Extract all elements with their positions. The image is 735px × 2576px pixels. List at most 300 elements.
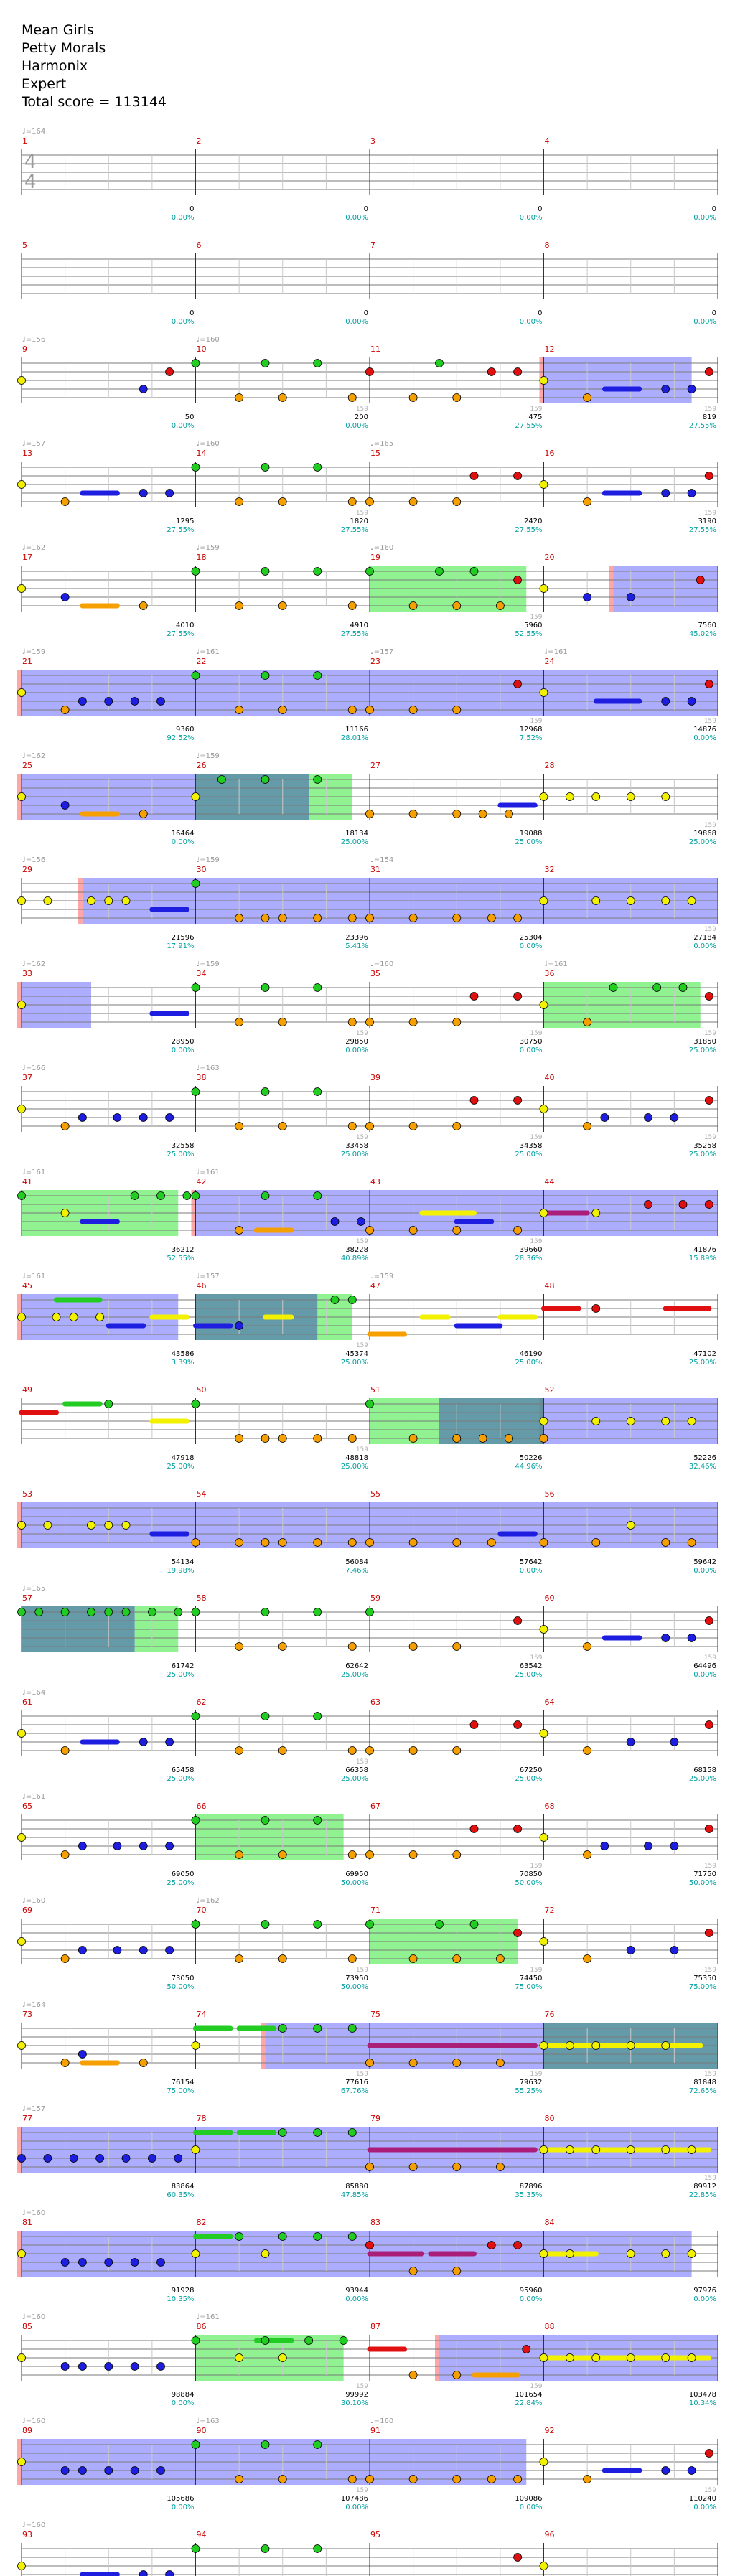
note-gem <box>514 914 522 922</box>
measure-score: 0 <box>711 205 716 213</box>
note-gem <box>540 377 548 385</box>
bpm-marker: ♩=160 <box>22 2521 46 2529</box>
note-gem <box>540 585 548 593</box>
note-gem <box>157 2467 165 2475</box>
note-gem <box>366 1608 374 1616</box>
note-gem <box>192 1539 200 1547</box>
note-gem <box>453 1747 461 1755</box>
measure-score: 0 <box>711 309 716 317</box>
measure-percent: 0.00% <box>345 2504 368 2511</box>
measure-sub-value: 159 <box>703 2487 716 2494</box>
bpm-marker: ♩=166 <box>22 1064 46 1072</box>
note-gem <box>261 1713 269 1720</box>
measure-percent: 75.00% <box>167 2087 195 2095</box>
note-gem <box>627 2250 635 2258</box>
note-gem <box>601 1842 609 1850</box>
measure-percent: 0.00% <box>693 1671 716 1679</box>
measure-percent: 0.00% <box>693 734 716 742</box>
note-gem <box>235 1018 243 1026</box>
measure-number: 3 <box>370 136 375 146</box>
note-gem <box>453 1435 461 1443</box>
measure-number: 17 <box>22 553 32 562</box>
note-gem <box>157 2363 165 2371</box>
note-gem <box>453 2476 461 2483</box>
note-gem <box>52 1313 60 1321</box>
note-gem <box>139 385 147 393</box>
note-gem <box>609 984 617 992</box>
measure-percent: 25.00% <box>167 1151 195 1158</box>
measure-score: 7560 <box>698 622 716 629</box>
note-gem <box>235 1322 243 1330</box>
note-gem <box>18 2562 26 2570</box>
measure-score: 73950 <box>345 1975 368 1982</box>
note-gem <box>662 490 670 497</box>
measure-number: 28 <box>544 761 555 770</box>
note-gem <box>166 1842 174 1850</box>
measure-percent: 19.98% <box>167 1567 195 1575</box>
note-gem <box>366 2242 374 2249</box>
note-gem <box>470 1721 478 1729</box>
measure-score: 0 <box>363 309 368 317</box>
measure-score: 29850 <box>345 1038 368 1046</box>
bpm-marker: ♩=162 <box>22 752 46 760</box>
note-gem <box>645 1842 652 1850</box>
note-gem <box>96 2155 104 2163</box>
measure-score: 27184 <box>693 934 716 942</box>
note-gem <box>314 2545 322 2553</box>
note-gem <box>61 2259 69 2267</box>
measure-number: 87 <box>370 2322 380 2331</box>
chart-row <box>17 2417 718 2511</box>
measure-sub-value: 159 <box>530 1030 543 1037</box>
note-gem <box>601 1114 609 1122</box>
note-gem <box>261 464 269 472</box>
note-gem <box>18 689 26 697</box>
measure-sub-value: 159 <box>530 2383 543 2390</box>
measure-number: 82 <box>196 2218 207 2227</box>
measure-percent: 0.00% <box>171 318 195 326</box>
note-gem <box>514 1825 522 1833</box>
bpm-marker: ♩=161 <box>544 648 568 656</box>
note-gem <box>122 897 130 905</box>
chart-row <box>18 440 718 534</box>
measure-percent: 0.00% <box>171 1046 195 1054</box>
note-gem <box>627 793 635 801</box>
measure-number: 21 <box>22 657 32 666</box>
measure-sub-value: 159 <box>530 1863 543 1870</box>
note-gem <box>409 914 417 922</box>
note-gem <box>131 2259 139 2267</box>
measure-score: 73050 <box>171 1975 195 1982</box>
measure-number: 91 <box>370 2426 380 2435</box>
measure-percent: 22.84% <box>515 2399 543 2407</box>
note-gem <box>366 810 374 818</box>
note-gem <box>662 793 670 801</box>
note-gem <box>174 1608 182 1616</box>
measure-number: 6 <box>196 240 202 250</box>
note-gem <box>261 984 269 992</box>
measure-score: 30750 <box>519 1038 543 1046</box>
measure-score: 79632 <box>519 2079 543 2086</box>
note-gem <box>192 568 200 576</box>
note-gem <box>96 1313 104 1321</box>
note-gem <box>113 1114 121 1122</box>
bpm-marker: ♩=156 <box>22 856 46 864</box>
measure-score: 11166 <box>345 726 368 734</box>
note-gem <box>409 1747 417 1755</box>
note-gem <box>584 1123 591 1130</box>
note-gem <box>470 472 478 480</box>
measure-number: 88 <box>544 2322 555 2331</box>
note-gem <box>688 490 696 497</box>
note-gem <box>592 2042 600 2050</box>
note-gem <box>18 1001 26 1009</box>
measure-number: 52 <box>544 1385 555 1395</box>
note-gem <box>453 2163 461 2171</box>
measure-number: 75 <box>370 2010 380 2019</box>
note-gem <box>261 360 269 367</box>
note-gem <box>688 698 696 706</box>
chart-row <box>18 1168 718 1263</box>
measure-number: 63 <box>370 1697 380 1707</box>
measure-score: 97976 <box>693 2287 716 2295</box>
note-gem <box>105 1400 113 1408</box>
note-gem <box>278 1747 286 1755</box>
measure-percent: 17.91% <box>167 942 195 950</box>
note-gem <box>261 1608 269 1616</box>
measure-number: 55 <box>370 1489 380 1499</box>
note-gem <box>278 2233 286 2241</box>
measure-percent: 47.85% <box>340 2191 368 2199</box>
note-gem <box>261 2441 269 2449</box>
chart-row <box>18 1064 718 1158</box>
note-gem <box>18 2155 26 2163</box>
note-gem <box>409 706 417 714</box>
measure-sub-value: 159 <box>703 2175 716 2182</box>
note-gem <box>584 394 591 402</box>
note-gem <box>278 706 286 714</box>
note-gem <box>645 1201 652 1209</box>
bpm-marker: ♩=165 <box>370 440 394 448</box>
note-gem <box>261 2337 269 2345</box>
note-gem <box>18 2042 26 2050</box>
note-gem <box>235 706 243 714</box>
measure-percent: 0.00% <box>693 1567 716 1575</box>
note-gem <box>436 360 444 367</box>
bpm-marker: ♩=157 <box>196 1273 220 1280</box>
measure-number: 25 <box>22 761 32 770</box>
note-gem <box>366 568 374 576</box>
note-gem <box>61 2467 69 2475</box>
note-gem <box>584 1747 591 1755</box>
note-gem <box>18 2458 26 2466</box>
note-gem <box>688 1418 696 1425</box>
bpm-marker: ♩=160 <box>22 2209 46 2217</box>
note-gem <box>166 368 174 376</box>
note-gem <box>496 602 504 610</box>
measure-percent: 27.55% <box>340 630 368 638</box>
note-gem <box>261 2250 269 2258</box>
measure-number: 9 <box>22 345 27 354</box>
note-gem <box>139 2571 147 2576</box>
note-gem <box>357 1218 365 1226</box>
note-gem <box>409 1018 417 1026</box>
bpm-marker: ♩=165 <box>22 1585 46 1593</box>
measure-score: 21596 <box>171 934 195 942</box>
note-gem <box>314 914 322 922</box>
note-gem <box>278 914 286 922</box>
note-gem <box>139 2059 147 2067</box>
measure-number: 62 <box>196 1697 207 1707</box>
measure-percent: 25.00% <box>167 1463 195 1471</box>
note-gem <box>261 1435 269 1443</box>
note-gem <box>705 368 713 376</box>
measure-percent: 0.00% <box>693 318 716 326</box>
note-gem <box>166 490 174 497</box>
chart-row <box>22 128 718 222</box>
measure-number: 72 <box>544 1906 555 1915</box>
note-gem <box>348 1851 356 1859</box>
measure-percent: 10.34% <box>688 2399 716 2407</box>
note-gem <box>662 2250 670 2258</box>
measure-percent: 35.35% <box>515 2191 543 2199</box>
bpm-marker: ♩=157 <box>22 440 46 448</box>
measure-percent: 0.00% <box>693 214 716 222</box>
note-gem <box>105 2467 113 2475</box>
note-gem <box>514 1617 522 1625</box>
note-gem <box>61 2363 69 2371</box>
note-gem <box>470 568 478 576</box>
bpm-marker: ♩=160 <box>370 960 394 968</box>
measure-sub-value: 159 <box>703 1863 716 1870</box>
note-gem <box>235 1539 243 1547</box>
measure-percent: 50.00% <box>515 1879 543 1887</box>
measure-score: 16464 <box>171 830 195 838</box>
note-gem <box>627 1418 635 1425</box>
note-gem <box>436 568 444 576</box>
note-gem <box>688 1634 696 1642</box>
measure-percent: 15.89% <box>688 1255 716 1263</box>
measure-sub-value: 159 <box>530 1238 543 1245</box>
note-gem <box>662 2354 670 2362</box>
note-gem <box>278 1539 286 1547</box>
note-gem <box>192 2250 200 2258</box>
note-gem <box>540 2250 548 2258</box>
note-gem <box>235 1435 243 1443</box>
measure-percent: 30.10% <box>340 2399 368 2407</box>
measure-number: 45 <box>22 1281 32 1291</box>
note-gem <box>105 2259 113 2267</box>
measure-score: 36212 <box>171 1246 195 1254</box>
measure-number: 90 <box>196 2426 207 2435</box>
note-gem <box>61 1955 69 1963</box>
measure-percent: 0.00% <box>693 2295 716 2303</box>
measure-number: 69 <box>22 1906 32 1915</box>
measure-percent: 27.55% <box>167 630 195 638</box>
note-gem <box>584 2476 591 2483</box>
note-gem <box>192 2545 200 2553</box>
bpm-marker: ♩=160 <box>370 2417 394 2425</box>
bpm-marker: ♩=160 <box>370 544 394 552</box>
measure-percent: 0.00% <box>345 2295 368 2303</box>
note-gem <box>662 385 670 393</box>
measure-score: 4010 <box>176 622 195 629</box>
measure-score: 87896 <box>519 2183 543 2191</box>
note-gem <box>340 2337 347 2345</box>
measure-score: 89912 <box>693 2183 716 2191</box>
measure-sub-value: 159 <box>355 2071 368 2078</box>
measure-number: 83 <box>370 2218 380 2227</box>
note-gem <box>217 776 225 784</box>
note-gem <box>348 706 356 714</box>
note-gem <box>314 1435 322 1443</box>
bpm-marker: ♩=162 <box>196 1897 220 1905</box>
chart-row <box>18 1585 718 1679</box>
measure-sub-value: 159 <box>703 822 716 829</box>
measure-score: 75350 <box>693 1975 716 1982</box>
chart-row <box>18 2313 718 2407</box>
note-gem <box>235 1123 243 1130</box>
note-gem <box>705 1617 713 1625</box>
note-gem <box>261 914 269 922</box>
measure-percent: 44.96% <box>515 1463 543 1471</box>
note-gem <box>139 1842 147 1850</box>
measure-score: 2420 <box>524 517 543 525</box>
note-gem <box>592 1305 600 1313</box>
chart-row <box>17 960 718 1054</box>
chart-row <box>18 856 718 950</box>
note-gem <box>540 2042 548 2050</box>
measure-score: 54134 <box>171 1558 195 1566</box>
note-gem <box>366 2163 374 2171</box>
measure-percent: 25.00% <box>340 838 368 846</box>
measure-percent: 32.46% <box>688 1463 716 1471</box>
measure-score: 63542 <box>519 1662 543 1670</box>
note-gem <box>453 706 461 714</box>
measure-percent: 55.25% <box>515 2087 543 2095</box>
note-gem <box>653 984 661 992</box>
note-gem <box>409 2267 417 2275</box>
note-gem <box>78 698 86 706</box>
bpm-marker: ♩=156 <box>22 336 46 344</box>
note-gem <box>453 810 461 818</box>
note-gem <box>409 2163 417 2171</box>
measure-score: 25304 <box>519 934 543 942</box>
measure-number: 30 <box>196 865 207 874</box>
measure-number: 10 <box>196 345 207 354</box>
measure-score: 50 <box>184 413 195 421</box>
note-gem <box>453 2371 461 2379</box>
note-gem <box>166 1947 174 1954</box>
measure-number: 39 <box>370 1073 380 1082</box>
measure-sub-value: 159 <box>530 614 543 621</box>
note-gem <box>131 2363 139 2371</box>
note-gem <box>88 897 95 905</box>
measure-percent: 27.55% <box>688 526 716 534</box>
measure-number: 13 <box>22 449 32 458</box>
measure-number: 54 <box>196 1489 207 1499</box>
note-gem <box>192 1608 200 1616</box>
note-gem <box>18 1730 26 1738</box>
note-gem <box>453 2059 461 2067</box>
bpm-marker: ♩=159 <box>22 648 46 656</box>
note-gem <box>348 394 356 402</box>
measure-percent: 25.00% <box>688 1775 716 1783</box>
measure-score: 65458 <box>171 1766 195 1774</box>
measure-percent: 25.00% <box>340 1151 368 1158</box>
note-gem <box>514 2554 522 2562</box>
note-gem <box>18 1313 26 1321</box>
note-gem <box>514 993 522 1001</box>
note-gem <box>18 377 26 385</box>
measure-number: 79 <box>370 2114 380 2123</box>
note-gem <box>192 2441 200 2449</box>
measure-score: 50226 <box>519 1454 543 1462</box>
measure-score: 64496 <box>693 1662 716 1670</box>
measure-number: 61 <box>22 1697 32 1707</box>
measure-number: 65 <box>22 1802 32 1811</box>
note-gem <box>166 1738 174 1746</box>
note-gem <box>18 1938 26 1946</box>
note-gem <box>662 2042 670 2050</box>
measure-number: 4 <box>544 136 550 146</box>
bpm-marker: ♩=161 <box>196 648 220 656</box>
measure-sub-value: 159 <box>355 2487 368 2494</box>
measure-score: 475 <box>528 413 543 421</box>
activation-marker <box>17 2127 22 2173</box>
measure-sub-value: 159 <box>355 1758 368 1766</box>
measure-percent: 25.00% <box>515 1671 543 1679</box>
measure-score: 101654 <box>515 2391 543 2399</box>
note-gem <box>18 793 26 801</box>
note-gem <box>662 1418 670 1425</box>
measure-score: 4910 <box>350 622 368 629</box>
measure-number: 29 <box>22 865 32 874</box>
measure-percent: 0.00% <box>519 318 543 326</box>
note-gem <box>592 1209 600 1217</box>
note-gem <box>540 1435 548 1443</box>
note-gem <box>366 1123 374 1130</box>
note-gem <box>192 793 200 801</box>
measure-score: 3190 <box>698 517 716 525</box>
note-gem <box>409 2059 417 2067</box>
note-gem <box>453 498 461 506</box>
note-gem <box>627 1738 635 1746</box>
measure-percent: 7.46% <box>345 1567 368 1575</box>
note-gem <box>409 602 417 610</box>
note-gem <box>314 2233 322 2241</box>
measure-percent: 28.36% <box>515 1255 543 1263</box>
chart-row <box>17 648 718 742</box>
note-gem <box>78 1842 86 1850</box>
note-gem <box>105 1522 113 1530</box>
note-gem <box>278 394 286 402</box>
measure-percent: 0.00% <box>519 214 543 222</box>
note-gem <box>105 897 113 905</box>
chart-row <box>22 1385 718 1471</box>
measure-number: 64 <box>544 1697 555 1707</box>
measure-sub-value: 159 <box>530 1967 543 1974</box>
note-gem <box>409 1123 417 1130</box>
note-gem <box>514 368 522 376</box>
note-gem <box>331 1218 339 1226</box>
note-gem <box>139 490 147 497</box>
note-gem <box>61 1747 69 1755</box>
measure-sub-value: 159 <box>355 1342 368 1349</box>
note-gem <box>409 2476 417 2483</box>
measure-score: 18134 <box>345 830 368 838</box>
note-gem <box>192 1400 200 1408</box>
